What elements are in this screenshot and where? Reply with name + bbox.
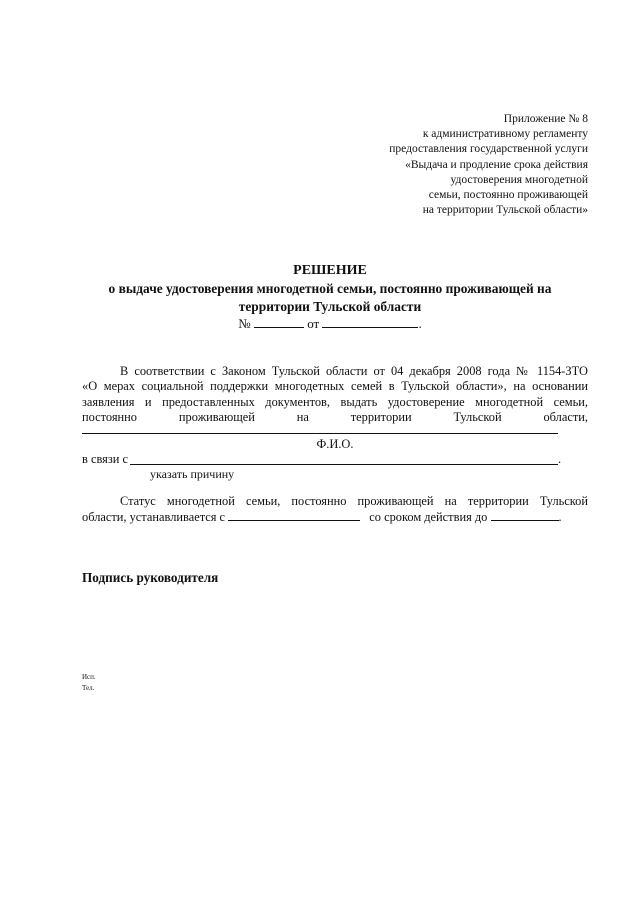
status-prefix: области, устанавливается с xyxy=(82,510,226,525)
reason-label: в связи с xyxy=(82,452,128,466)
appendix-line: семьи, постоянно проживающей xyxy=(428,189,588,202)
executor-block xyxy=(82,672,96,694)
status-paragraph xyxy=(82,494,588,526)
reason-end: . xyxy=(558,452,562,466)
number-blank xyxy=(254,316,304,328)
fio-blank-line xyxy=(82,433,558,434)
status-line2 xyxy=(82,509,588,525)
appendix-line: предоставления государственной услуги xyxy=(389,143,588,156)
paragraph-line: «О мерах социальной поддержки многодетных семей в Тульской области», на основании xyxy=(82,379,588,394)
appendix-line: на территории Тульской области» xyxy=(422,204,588,217)
status-line1: Статус многодетной семьи, постоянно проживающей на территории Тульской xyxy=(120,494,588,508)
appendix-line: Приложение № 8 xyxy=(503,113,588,125)
appendix-line: удостоверения многодетной xyxy=(450,173,588,186)
document-title: РЕШЕНИЕ xyxy=(293,263,367,278)
executor-label: Исп. xyxy=(82,673,96,681)
paragraph-line: В соответствии с Законом Тульской области от 04 декабря 2008 года № 1154-ЗТО xyxy=(120,364,588,378)
appendix-block xyxy=(288,112,588,218)
document-subtitle-line2: территории Тульской области xyxy=(238,299,422,314)
reason-caption: указать причину xyxy=(150,467,235,481)
date-blank xyxy=(322,316,418,328)
decision-paragraph xyxy=(82,364,588,426)
number-label: № xyxy=(238,316,251,331)
document-number-line xyxy=(60,316,600,332)
document-header xyxy=(60,262,600,332)
paragraph-line: заявления и предоставленных документов, выдать удостоверение многодетной семьи, xyxy=(82,394,588,409)
fio-caption: Ф.И.О. xyxy=(316,437,354,451)
appendix-line: «Выдача и продление срока действия xyxy=(405,158,588,171)
status-middle: со сроком действия до xyxy=(369,510,488,525)
end-date-blank xyxy=(491,509,559,521)
phone-label: Тел. xyxy=(82,684,95,692)
from-label: от xyxy=(307,316,320,331)
signature-label: Подпись руководителя xyxy=(82,570,219,585)
reason-blank-line xyxy=(130,464,558,465)
appendix-line: к административному регламенту xyxy=(422,128,588,141)
start-date-blank xyxy=(228,509,360,521)
document-subtitle-line1: о выдаче удостоверения многодетной семьи, постоянно проживающей на xyxy=(108,281,552,296)
number-line-end: . xyxy=(418,316,422,331)
paragraph-line: постоянно проживающей на территории Тульской области, xyxy=(82,410,588,425)
status-end: . xyxy=(558,510,562,525)
